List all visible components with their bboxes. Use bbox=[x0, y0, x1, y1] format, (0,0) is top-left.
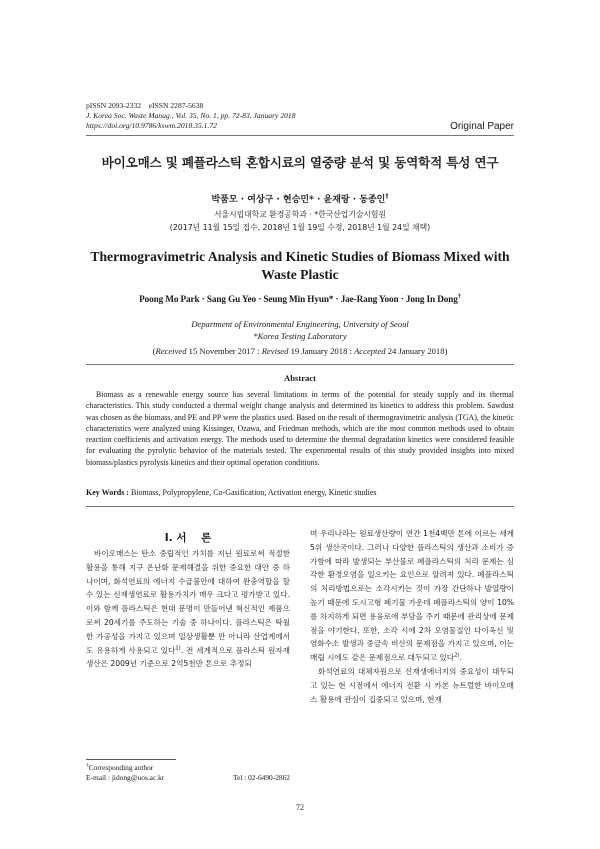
col1-text-tail: . 전 세계적으로 플라스틱 원자재 생산은 2009년 기준으로 2억5천만 톤으로 추정되 bbox=[86, 645, 290, 669]
accepted-label: Accepted bbox=[354, 346, 386, 356]
english-title: Thermogravimetric Analysis and Kinetic Studies of Biomass Mixed with Waste Plastic bbox=[90, 249, 510, 282]
revised-date: 19 January 2018 : bbox=[288, 346, 355, 356]
footnote-tel: Tel : 02-6490-2862 bbox=[233, 773, 290, 782]
col1-text: 바이오매스는 탄소 중립적인 가치를 지닌 원료로써 적절한 활용을 통해 지구 온난화 문제해결을 위한 중요한 대안 중 하나이며, 화석연료의 에너지 수급불안에 대하여 완충역할을 할 수 있는 신재생연료로 활용가치가 매우 크다고 평가받고 있다. 이와 함께 플라스틱은 현대 문명이 만들어낸 혁신적인 제품으로써 20세기를 주도하는 기술 중 하나이다. 플라스틱은 탁월한 가공성을 가지고 있으며 일상생활뿐 만 아니라 산업계에서도 유용하게 사용되고 있다 bbox=[86, 549, 290, 655]
revised-label: Revised bbox=[261, 346, 289, 356]
footnote-rule bbox=[86, 759, 176, 760]
issn: pISSN 2093-2332 eISSN 2287-5638 bbox=[86, 101, 204, 110]
col2-p1-text: 며 우리나라는 원료생산량이 연간 1천4백만 톤에 이르는 세계 5위 생산국이다. 그러나 다양한 플라스틱의 생산과 소비가 증가함에 따라 발생되는 부산물로 폐플라스틱의 처리 문제는 심각한 환경오염을 일으키는 요인으로 알려져 있다. 폐플라스틱의 처리방법으로는 소각시키는 것이 가장 간단하나 발열량이 높기 때문에 도시고형 폐기물 가운데 폐플라스틱의 양이 10%를 차지하게 되면 용융로에 부담을 주기 때문에 관리상에 문제점을 야기한다. 또한, 소각 시에 2차 오염물질인 다이옥신 및 염화수소 발생과 중금속 비산의 문제점을 가지고 있으며, 이는 매립 시에도 같은 문제점으로 대두되고 있다 bbox=[310, 529, 514, 663]
footnote-label: Corresponding author bbox=[88, 763, 154, 772]
corresponding-mark: † bbox=[457, 292, 461, 300]
body-column-1 bbox=[86, 547, 290, 671]
korean-authors bbox=[60, 192, 540, 205]
affiliation-line-1: Department of Environmental Engineering, University of Seoul bbox=[191, 319, 409, 329]
keywords-label: Key Words : bbox=[86, 488, 129, 497]
page-number: 72 bbox=[296, 803, 304, 812]
korean-title: 바이오매스 및 폐플라스틱 혼합시료의 열중량 분석 및 동역학적 특성 연구 bbox=[101, 155, 499, 170]
received-date: 15 November 2017 : bbox=[186, 346, 262, 356]
english-dates bbox=[60, 346, 540, 356]
col2-p1-tail: . bbox=[459, 653, 462, 663]
abstract-heading: Abstract bbox=[284, 373, 316, 383]
col2-paragraph-2: 화석연료의 대체자원으로 신재생에너지의 중요성이 대두되고 있는 현 시점에서 에너지 전환 시 카본 뉴트럴한 바이오매스 활용에 관심이 집중되고 있으며, 현재 bbox=[310, 666, 514, 704]
english-affiliation bbox=[60, 318, 540, 342]
corresponding-mark: † bbox=[385, 193, 389, 200]
korean-affiliation: 서울시립대학교 환경공학과 · *한국산업기술시험원 bbox=[214, 210, 386, 219]
header-rule bbox=[86, 135, 514, 136]
accepted-date: 24 January 2018) bbox=[385, 346, 448, 356]
journal-meta bbox=[86, 101, 296, 132]
footnote-contact bbox=[86, 773, 290, 783]
keywords-text: Biomass, Polypropylene, Co-Gasification, Activation energy, Kinetic studies bbox=[128, 488, 377, 497]
received-label: Received bbox=[155, 346, 187, 356]
col2-paragraph-1 bbox=[310, 527, 514, 665]
citation-ref[interactable]: 1) bbox=[175, 645, 181, 652]
korean-dates: (2017년 11월 15일 접수, 2018년 1월 19일 수정, 2018년 1월 24일 채택) bbox=[169, 223, 431, 232]
footnote-mark: † bbox=[86, 762, 89, 769]
keywords bbox=[86, 488, 376, 497]
citation: J. Korea Soc. Waste Manag., Vol. 35, No. 1, pp. 72-83, January 2018 bbox=[86, 111, 296, 121]
footnote bbox=[86, 763, 290, 783]
citation-ref[interactable]: 2) bbox=[454, 652, 460, 659]
english-author-names: Poong Mo Park · Sang Gu Yeo · Seung Min Hyun* · Jae-Rang Yoon · Jong In Dong bbox=[139, 294, 458, 304]
body-column-2 bbox=[310, 527, 514, 706]
abstract-bottom-rule bbox=[86, 506, 514, 507]
korean-author-names: 박품모 · 여상구 · 현승민* · 윤재랑 · 동종인 bbox=[211, 195, 386, 205]
abstract-text: Biomass as a renewable energy source has several limitations in terms of the potential for steady supply and its thermal characteristics. This study conducted a thermal weight change analysis and determined its kinetics to address this problem. Sawdust was chosen as the biomass, and PE and PP were the plastics used. Based on the result of thermogravimetric analysis (TGA), the kinetic characteristics were analyzed using Kissinger, Ozawa, and Friedman methods, which are the most common methods used to obtain reaction coefficients and activation energy. The methods used to determine the thermal degradation kinetics were considered feasible for evaluating the pyrolytic behavior of the materials tested. The experimental results of this study provided insights into mixed biomass/plastics pyrolysis kinetics and their optimal operation conditions. bbox=[86, 390, 514, 467]
footnote-label-line bbox=[86, 763, 290, 773]
footnote-email[interactable]: E-mail : jidong@uos.ac.kr bbox=[86, 773, 165, 782]
affiliation-line-2: *Korea Testing Laboratory bbox=[253, 331, 347, 341]
doi-link[interactable]: https://doi.org/10.9786/kswm.2018.35.1.72 bbox=[86, 121, 217, 131]
section-heading: I. 서 론 bbox=[164, 532, 212, 544]
article-type: Original Paper bbox=[450, 121, 514, 132]
dates-open: ( bbox=[152, 346, 156, 356]
abstract-top-rule bbox=[86, 364, 514, 365]
english-authors bbox=[60, 294, 540, 304]
